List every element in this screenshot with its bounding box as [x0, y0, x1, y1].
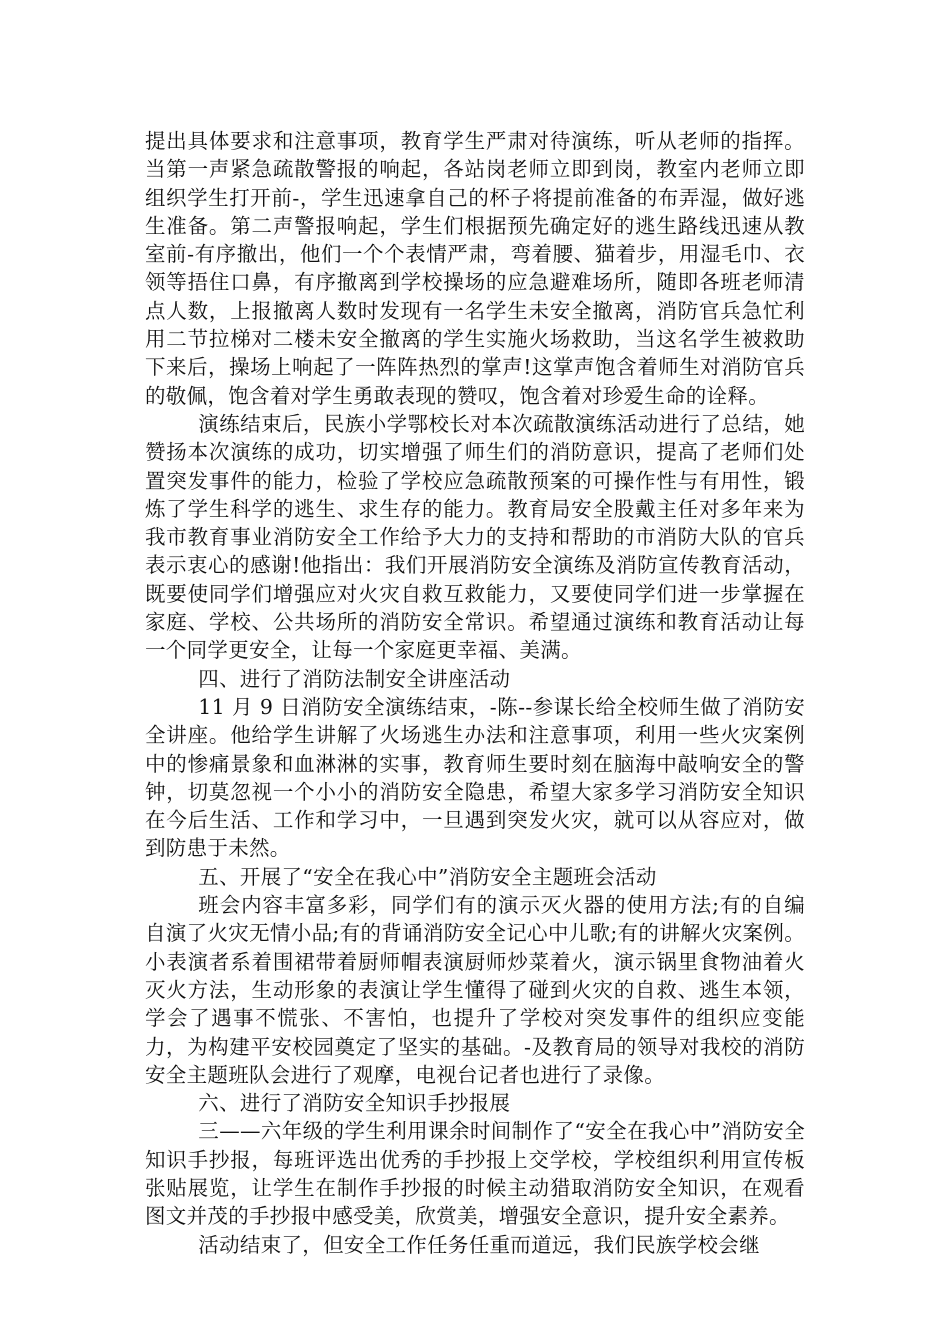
paragraph-evacuation-drill: 提出具体要求和注意事项，教育学生严肃对待演练，听从老师的指挥。当第一声紧急疏散警报的响起，各站岗老师立即到岗，教室内老师立即组织学生打开前-，学生迅速拿自己的杯子将提前准备的布弄湿，做好逃生准备。第二声警报响起，学生们根据预先确定好的逃生路线迅速从教室前-有序撤出，他们一个个表情严肃，弯着腰、猫着步，用湿毛巾、衣领等捂住口鼻，有序撤离到学校操场的应急避难场所，随即各班老师清点人数，上报撤离人数时发现有一名学生未安全撤离，消防官兵急忙利用二节拉梯对二楼未安全撤离的学生实施火场救助，当这名学生被救助下来后，操场上响起了一阵阵热烈的掌声!这掌声饱含着师生对消防官兵的敬佩，饱含着对学生勇敢表现的赞叹，饱含着对珍爱生命的诠释。 [145, 129, 805, 408]
paragraph-handwritten-newspaper: 三——六年级的学生利用课余时间制作了“安全在我心中”消防安全知识手抄报，每班评选出优秀的手抄报上交学校，学校组织利用宣传板张贴展览，让学生在制作手抄报的时候主动猎取消防安全知识，在观看图文并茂的手抄报中感受美，欣赏美，增强安全意识，提升安全素养。 [145, 1119, 805, 1229]
document-body [145, 127, 805, 1259]
section-heading-class-meeting: 五、开展了“安全在我心中”消防安全主题班会活动 [198, 864, 657, 889]
paragraph-closing: 活动结束了，但安全工作任务任重而道远，我们民族学校会继 [198, 1232, 760, 1257]
paragraph-class-meeting: 班会内容丰富多彩，同学们有的演示灭火器的使用方法;有的自编自演了火灾无情小品;有的背诵消防安全记心中儿歌;有的讲解火灾案例。小表演者系着围裙带着厨师帽表演厨师炒菜着火，演示锅里食物油着火灭火方法，生动形象的表演让学生懂得了碰到火灾的自救、逃生本领，学会了遇事不慌张、不害怕，也提升了学校对突发事件的组织应变能力，为构建平安校园奠定了坚实的基础。-及教育局的领导对我校的消防安全主题班队会进行了观摩，电视台记者也进行了录像。 [145, 893, 805, 1087]
paragraph-lecture: 11 月 9 日消防安全演练结束，-陈--参谋长给全校师生做了消防安全讲座。他给学生讲解了火场逃生办法和注意事项，利用一些火灾案例中的惨痛景象和血淋淋的实事，教育师生要时刻在脑海中敲响安全的警钟，切莫忽视一个小小的消防安全隐患，希望大家多学习消防安全知识在今后生活、工作和学习中，一旦遇到突发火灾，就可以从容应对，做到防患于未然。 [145, 694, 805, 861]
section-heading-handwritten-newspaper: 六、进行了消防安全知识手抄报展 [198, 1091, 511, 1116]
section-heading-lecture: 四、进行了消防法制安全讲座活动 [198, 666, 511, 691]
paragraph-drill-summary: 演练结束后，民族小学鄂校长对本次疏散演练活动进行了总结，她赞扬本次演练的成功，切实增强了师生们的消防意识，提高了老师们处置突发事件的能力，检验了学校应急疏散预案的可操作性与有用性，锻炼了学生科学的逃生、求生存的能力。教育局安全股戴主任对多年来为我市教育事业消防安全工作给予大力的支持和帮助的市消防大队的官兵表示衷心的感谢!他指出：我们开展消防安全演练及消防宣传教育活动，既要使同学们增强应对火灾自救互救能力，又要使同学们进一步掌握在家庭、学校、公共场所的消防安全常识。希望通过演练和教育活动让每一个同学更安全，让每一个家庭更幸福、美满。 [145, 411, 805, 663]
